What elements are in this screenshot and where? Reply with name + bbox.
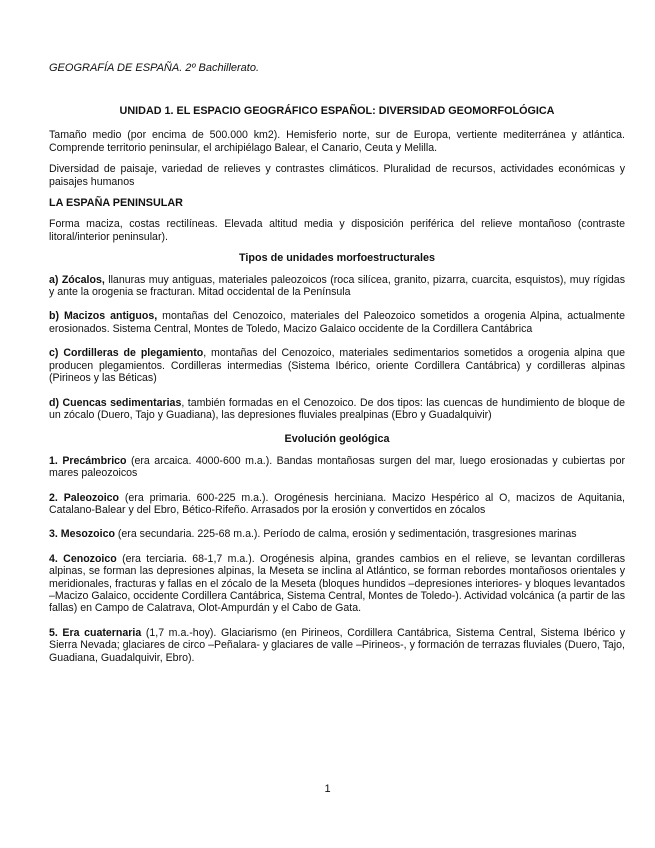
section-heading-peninsular: LA ESPAÑA PENINSULAR: [49, 197, 183, 210]
unit-term: a) Zócalos,: [49, 273, 105, 286]
evolution-text: (era primaria. 600-225 m.a.). Orogénesis herciniana. Macizo Hespérico al O, macizos de Aquitania, Catalano-Balear y del Ebro, Bético-Rifeño. Arrasados por la erosión y convertidos en zócalos: [49, 491, 625, 516]
unit-text: llanuras muy antiguas, materiales paleozoicos (roca silícea, granito, pizarra, cuarcita, esquistos), muy rígidas y ante la orogenia se fracturan. Mitad occidental de la Península: [49, 273, 625, 299]
evolution-item-cuaternaria: [49, 627, 625, 664]
evolution-term: 4. Cenozoico: [49, 552, 117, 565]
evolution-item-mesozoico: [49, 528, 625, 540]
unit-term: c) Cordilleras de plegamiento: [49, 347, 204, 360]
evolution-text: (era arcaica. 4000-600 m.a.). Bandas montañosas surgen del mar, luego erosionadas y cubiertas por mares paleozoicos: [49, 454, 625, 480]
unit-term: b) Macizos antiguos,: [49, 310, 158, 323]
evolution-term: 1. Precámbrico: [49, 454, 127, 467]
intro-paragraph: Tamaño medio (por encima de 500.000 km2). Hemisferio norte, sur de Europa, vertiente mediterránea y atlántica. Comprende territorio peninsular, el archipiélago Balear, el Canario, Ceuta y Melilla.: [49, 129, 625, 154]
unit-item-cordilleras: [49, 347, 625, 384]
unit-term: d) Cuencas sedimentarias: [49, 396, 182, 409]
evolution-text: (1,7 m.a.-hoy). Glaciarismo (en Pirineos, Cordillera Cantábrica, Sistema Central, Sistema Ibérico y Sierra Nevada; glaciares de circo –Peñalara- y glaciares de valle –Pirineos-, y formación de terrazas fluviales (Duero, Tajo, Guadiana, Guadalquivir, Ebro).: [49, 626, 626, 664]
course-header: GEOGRAFÍA DE ESPAÑA. 2º Bachillerato.: [49, 62, 260, 74]
page-number: 1: [324, 783, 331, 795]
unit-item-zocalos: [49, 274, 625, 299]
unit-item-macizos: [49, 310, 625, 335]
evolution-heading: Evolución geológica: [284, 433, 390, 446]
unit-text: montañas del Cenozoico, materiales del Paleozoico sometidos a orogenia Alpina, actualmente erosionados. Sistema Central, Montes de Toledo, Macizo Galaico occidente de la Cordillera Cantábrica: [49, 310, 625, 335]
evolution-text: (era secundaria. 225-68 m.a.). Período de calma, erosión y sedimentación, trasgresiones marinas: [114, 528, 577, 541]
evolution-item-cenozoico: [49, 553, 625, 615]
evolution-item-precambrico: [49, 455, 625, 480]
units-heading: Tipos de unidades morfoestructurales: [239, 252, 435, 265]
intro-paragraph: Diversidad de paisaje, variedad de relieves y contrastes climáticos. Pluralidad de recursos, actividades económicas y paisajes humanos: [49, 163, 625, 188]
unit-item-cuencas: [49, 397, 625, 422]
unit-text: , también formadas en el Cenozoico. De dos tipos: las cuencas de hundimiento de bloque de un zócalo (Duero, Tajo y Guadiana), las depresiones fluviales prealpinas (Ebro y Guadalquivir): [49, 396, 625, 421]
evolution-text: (era terciaria. 68-1,7 m.a.). Orogénesis alpina, grandes cambios en el relieve, se levantan cordilleras alpinas, se forman las depresiones alpinas, la Meseta se inclina al Atlántico, se forman rebordes montañosos orientales y meridionales, fracturas y fallas en el zócalo de la Meseta (bloques hundidos –depresiones interiores- y bloques levantados –Macizo Galaico, occidente Cordillera Cantábrica, Sistema Central, Montes de Toledo-). Actividad volcánica (a partir de las fallas) en Campo de Calatrava, Olot-Ampurdán y el Cabo de Gata.: [49, 552, 625, 615]
unit-text: , montañas del Cenozoico, materiales sedimentarios sometidos a orogenia alpina que producen plegamientos. Cordilleras intermedias (Sistema Ibérico, oriente Cordillera Cantábrica) y cordilleras alpinas (Pirineos y las Béticas): [49, 347, 625, 385]
evolution-term: 2. Paleozoico: [49, 491, 120, 504]
evolution-term: 5. Era cuaternaria: [49, 626, 142, 639]
evolution-term: 3. Mesozoico: [49, 528, 115, 541]
peninsular-paragraph: Forma maciza, costas rectilíneas. Elevada altitud media y disposición periférica del relieve montañoso (contraste litoral/interior peninsular).: [49, 218, 625, 243]
evolution-item-paleozoico: [49, 492, 625, 517]
unit-title: UNIDAD 1. EL ESPACIO GEOGRÁFICO ESPAÑOL: DIVERSIDAD GEOMORFOLÓGICA: [119, 105, 555, 117]
document-body: [49, 105, 625, 676]
